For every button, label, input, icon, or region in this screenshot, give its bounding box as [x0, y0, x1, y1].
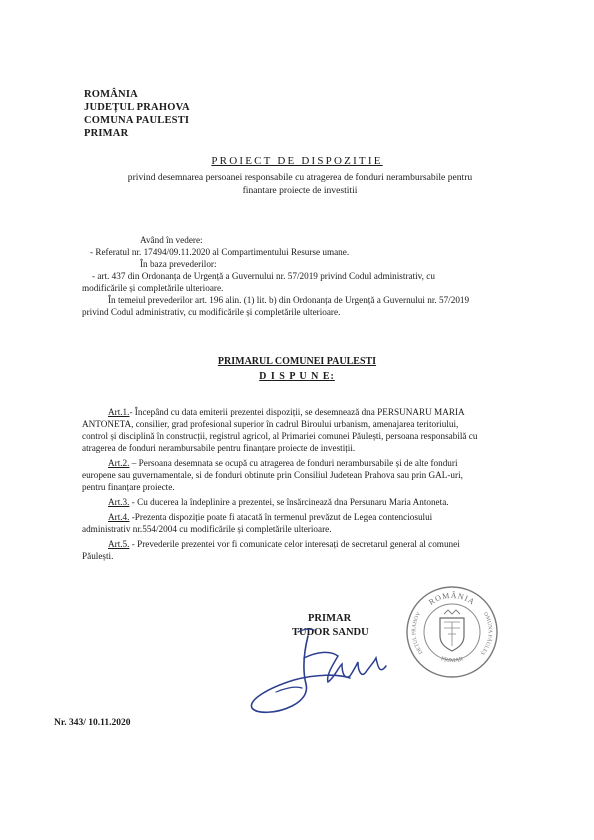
stamp-top-text: ROMÂNIA: [427, 590, 477, 607]
articles: [82, 406, 548, 562]
header-country: ROMÂNIA: [84, 89, 138, 100]
preamble-line: În baza prevederilor:: [140, 259, 217, 269]
article-2-text: europene sau guvernamentale, si de fonduri obtinute prin Consiliul Judetean Prahova sau prin GAL-uri,: [82, 470, 463, 480]
article-3-text: - Cu ducerea la îndeplinire a prezentei, se însărcinează dna Persunaru Maria Antoneta.: [129, 497, 449, 507]
article-4-text: administrativ nr.554/2004 cu modificările și completările ulterioare.: [82, 524, 332, 534]
subtitle-line: privind desemnarea persoanei responsabile cu atragerea de fonduri nerambursabile pentru: [127, 172, 473, 183]
official-stamp: [404, 584, 500, 680]
document-number: Nr. 343/ 10.11.2020: [54, 718, 131, 728]
article-3-label: Art.3.: [108, 497, 130, 507]
header-county: JUDEȚUL PRAHOVA: [84, 102, 190, 113]
stamp-left-text: DEȚUL PRAHOV: [411, 611, 425, 655]
stamp-bottom-text: PRIMAR: [440, 656, 464, 665]
article-1-text: atragerea de fonduri nerambursabile pentru finanțare proiecte de investiții.: [82, 443, 356, 453]
issuer-heading: PRIMARUL COMUNEI PAULESTI: [217, 356, 377, 367]
article-4-label: Art.4.: [108, 512, 130, 522]
preamble-line: - art. 437 din Ordonanța de Urgență a Guvernului nr. 57/2019 privind Codul administrativ, cu: [92, 271, 435, 281]
article-2-label: Art.2.: [108, 458, 130, 468]
preamble-line: - Referatul nr. 17494/09.11.2020 al Compartimentului Resurse umane.: [90, 247, 350, 257]
stamp-right-text: OMUNA PĂULEȘ: [478, 611, 493, 656]
article-1-label: Art.1.: [108, 407, 130, 417]
handwritten-signature: [246, 622, 406, 722]
coat-of-arms-icon: [440, 610, 464, 651]
svg-text:JUDEȚUL PRAHOVA: [404, 584, 424, 655]
article-2-text: pentru finanțare proiecte.: [82, 482, 175, 492]
svg-text:PRIMAR: [440, 656, 464, 664]
header-office: PRIMAR: [84, 128, 129, 139]
subtitle-line: finantare proiecte de investitii: [242, 185, 358, 196]
preamble-line: În temeiul prevederilor art. 196 alin. (1) lit. b) din Ordonanța de Urgență a Guvernului nr. 57/2019: [108, 295, 470, 305]
article-1-text: ANTONETA, consilier, grad profesional superior în cadrul Biroului urbanism, amenajarea teritoriului,: [82, 419, 459, 429]
article-2-text: – Persoana desemnata se ocupă cu atragerea de fonduri nerambursabile și de alte fonduri: [129, 458, 458, 468]
preamble-line: privind Codul administrativ, cu modificările și completările ulterioare.: [82, 307, 341, 317]
article-1-text: - Începând cu data emiterii prezentei dispoziții, se desemnează dna PERSUNARU MARIA: [129, 407, 465, 417]
article-5-text: Păulești.: [82, 551, 114, 561]
document-title: PROIECT DE DISPOZITIE: [211, 155, 383, 167]
preamble: [82, 234, 548, 318]
article-5-text: - Prevederile prezentei vor fi comunicate celor interesați de secretarul general al comunei: [129, 539, 460, 549]
dispose-heading: D I S P U N E:: [259, 371, 335, 382]
document-subtitle: [110, 171, 490, 197]
preamble-line: modificările și completările ulterioare.: [82, 283, 224, 293]
issuer-header: [84, 88, 190, 140]
signature-role: PRIMAR: [308, 613, 352, 624]
preamble-line: Având în vedere:: [140, 235, 203, 245]
article-1-text: control și disciplină în construcții, registrul agricol, al Primariei comunei Păulești, persoana responsabilă cu: [82, 431, 478, 441]
article-4-text: -Prezenta dispoziție poate fi atacată în termenul prevăzut de Legea contenciosului: [129, 512, 433, 522]
header-commune: COMUNA PAULESTI: [84, 115, 190, 126]
article-5-label: Art.5.: [108, 539, 130, 549]
signature-name: TUDOR SANDU: [292, 627, 369, 638]
